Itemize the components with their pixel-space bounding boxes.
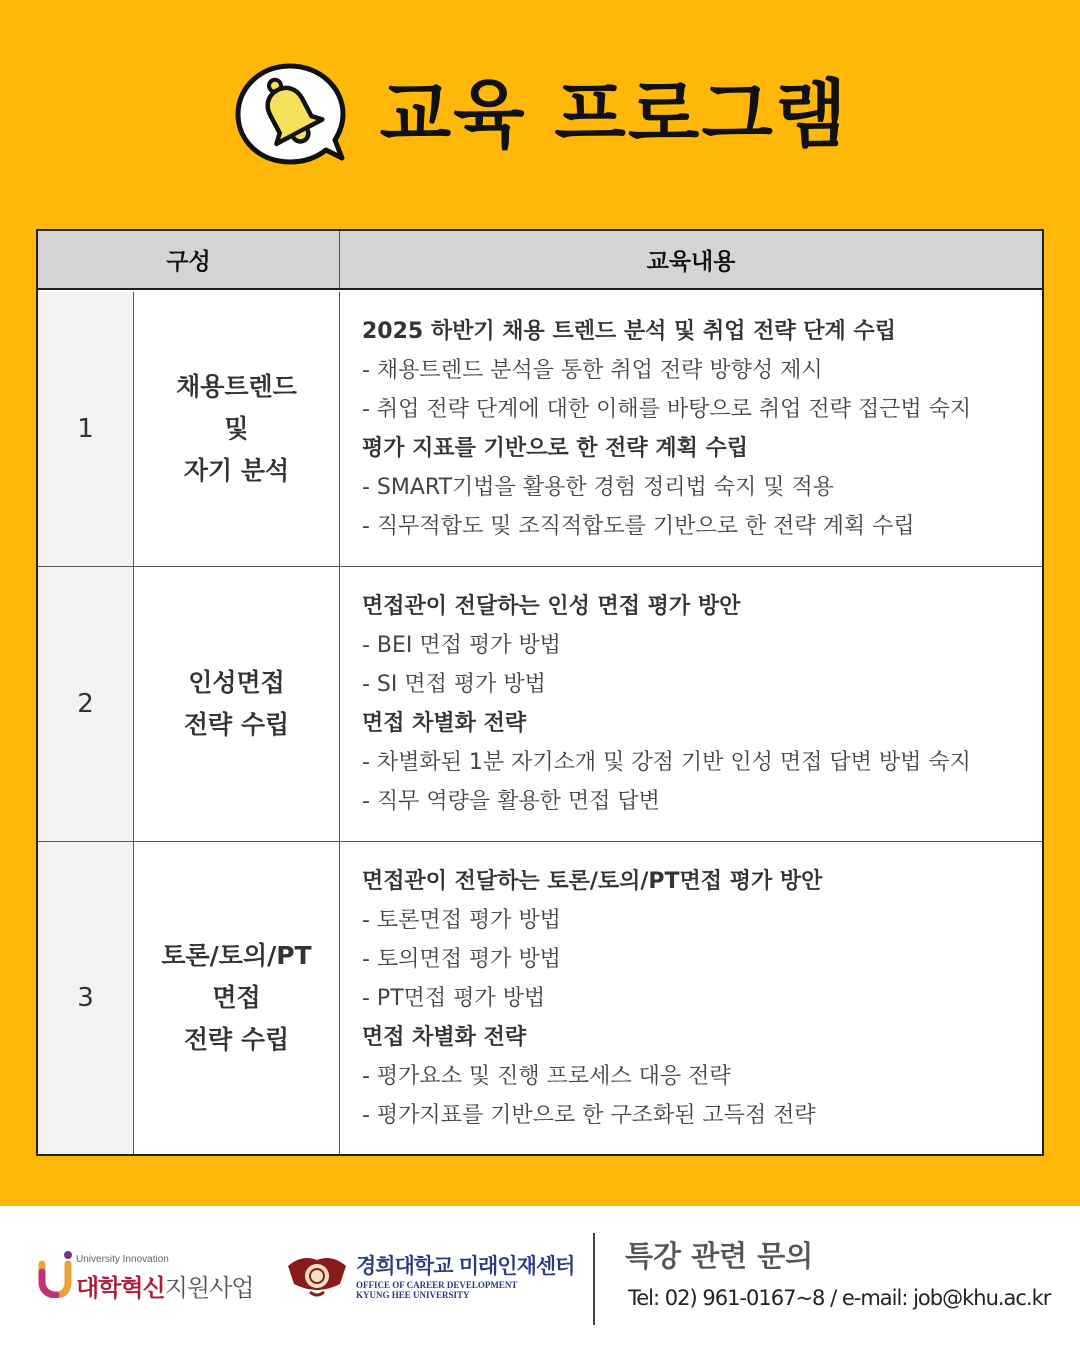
content-item: - 평가요소 및 진행 프로세스 대응 전략 bbox=[362, 1063, 731, 1089]
header-content: 교육내용 bbox=[646, 249, 736, 275]
content-heading: 2025 하반기 채용 트렌드 분석 및 취업 전략 단계 수립 bbox=[362, 319, 896, 344]
header-structure: 구성 bbox=[38, 231, 340, 288]
content-heading: 면접 차별화 전략 bbox=[362, 711, 527, 736]
content-heading: 면접관이 전달하는 인성 면접 평가 방안 bbox=[362, 594, 741, 619]
page-header bbox=[0, 60, 1080, 170]
content-item: - 직무적합도 및 조직적합도를 기반으로 한 전략 계획 수립 bbox=[362, 514, 915, 539]
ui-logo-title-red: 대학혁신 bbox=[76, 1274, 165, 1302]
university-innovation-logo bbox=[36, 1246, 276, 1306]
contact-title: 특강 관련 문의 bbox=[625, 1239, 814, 1273]
topic-line: 채용트렌드 bbox=[176, 372, 297, 401]
content-heading: 면접 차별화 전략 bbox=[362, 1024, 527, 1050]
row-content bbox=[340, 292, 1042, 566]
row-number: 3 bbox=[38, 842, 134, 1154]
content-item: - 차별화된 1분 자기소개 및 강점 기반 인성 면접 답변 방법 숙지 bbox=[362, 750, 971, 775]
ui-logo-title bbox=[76, 1268, 254, 1303]
table-row bbox=[38, 567, 1042, 842]
khu-logo-english-line: KYUNG HEE UNIVERSITY bbox=[356, 1290, 470, 1300]
contact-info: Tel: 02) 961-0167~8 / e-mail: job@khu.ac.kr bbox=[628, 1286, 1051, 1310]
topic-line: 인성면접 bbox=[188, 668, 285, 697]
content-item: - 취업 전략 단계에 대한 이해를 바탕으로 취업 전략 접근법 숙지 bbox=[362, 397, 972, 422]
topic-line: 전략 수립 bbox=[183, 710, 290, 739]
khu-career-center-logo bbox=[286, 1248, 586, 1308]
khu-logo-english bbox=[356, 1280, 517, 1300]
topic-line: 토론/토의/PT bbox=[161, 941, 312, 970]
row-topic bbox=[134, 567, 340, 841]
content-item: - 토론면접 평가 방법 bbox=[362, 907, 561, 933]
table-row bbox=[38, 842, 1042, 1154]
bell-icon bbox=[232, 60, 350, 170]
khu-logo-title: 경희대학교 미래인재센터 bbox=[356, 1254, 575, 1278]
page-title: 교육 프로그램 bbox=[379, 72, 849, 158]
row-number: 1 bbox=[38, 292, 134, 566]
content-item: - SI 면접 평가 방법 bbox=[362, 672, 546, 697]
ui-logo-mark-icon bbox=[36, 1250, 72, 1298]
ui-logo-title-rest: 지원사업 bbox=[164, 1274, 254, 1302]
content-item: - 채용트렌드 분석을 통한 취업 전략 방향성 제시 bbox=[362, 358, 823, 383]
content-item: - PT면접 평가 방법 bbox=[362, 985, 546, 1011]
program-table bbox=[36, 229, 1044, 1156]
topic-line: 자기 분석 bbox=[183, 456, 290, 485]
table-header bbox=[38, 231, 1042, 290]
row-topic bbox=[134, 842, 340, 1154]
topic-line: 및 bbox=[224, 414, 249, 443]
content-item: - 평가지표를 기반으로 한 구조화된 고득점 전략 bbox=[362, 1102, 816, 1128]
content-item: - BEI 면접 평가 방법 bbox=[362, 633, 561, 658]
content-item: - SMART기법을 활용한 경험 정리법 숙지 및 적용 bbox=[362, 475, 835, 500]
khu-seal-icon bbox=[286, 1250, 348, 1300]
footer-divider bbox=[593, 1233, 595, 1325]
content-heading: 평가 지표를 기반으로 한 전략 계획 수립 bbox=[362, 436, 748, 461]
row-content bbox=[340, 567, 1042, 841]
row-topic bbox=[134, 292, 340, 566]
content-item: - 토의면접 평가 방법 bbox=[362, 946, 561, 972]
row-content bbox=[340, 842, 1042, 1154]
content-item: - 직무 역량을 활용한 면접 답변 bbox=[362, 789, 660, 814]
ui-logo-subtitle: University Innovation bbox=[76, 1254, 169, 1265]
footer bbox=[0, 1206, 1080, 1350]
row-number: 2 bbox=[38, 567, 134, 841]
khu-logo-english-line: OFFICE OF CAREER DEVELOPMENT bbox=[356, 1280, 518, 1290]
content-heading: 면접관이 전달하는 토론/토의/PT면접 평가 방안 bbox=[362, 868, 823, 894]
topic-line: 면접 bbox=[212, 983, 261, 1012]
table-row bbox=[38, 292, 1042, 567]
topic-line: 전략 수립 bbox=[183, 1025, 290, 1054]
